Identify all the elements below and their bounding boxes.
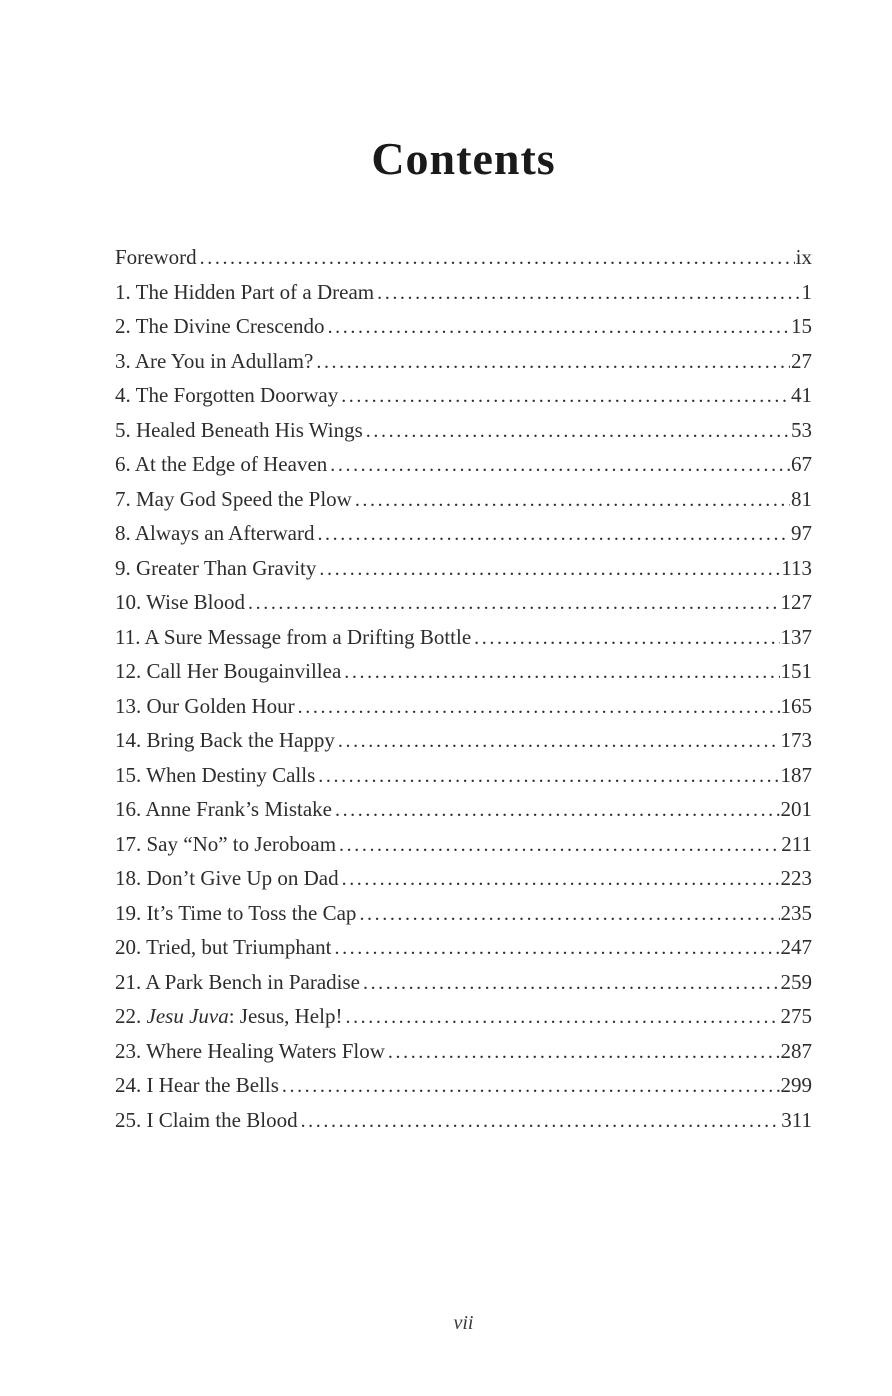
toc-entry xyxy=(115,901,812,936)
leader-dots xyxy=(344,659,779,684)
toc-entry xyxy=(115,659,812,694)
toc-entry-page-number: 201 xyxy=(780,797,812,821)
leader-dots xyxy=(363,970,780,995)
toc-entry-page-number: 173 xyxy=(780,728,812,752)
toc-entry-page-number: 247 xyxy=(780,935,812,959)
toc-entry-page-number: ix xyxy=(795,245,812,269)
toc-entry xyxy=(115,521,812,556)
toc-entry xyxy=(115,728,812,763)
toc-entry-page-number: 97 xyxy=(791,521,812,545)
leader-dots xyxy=(342,866,780,891)
toc-entry-label: 6. At the Edge of Heaven xyxy=(115,452,328,476)
toc-entry-label: 17. Say “No” to Jeroboam xyxy=(115,831,337,856)
toc-entry-page-number: 275 xyxy=(780,1004,812,1028)
toc-entry-label: 5. Healed Beneath His Wings xyxy=(115,417,363,442)
toc-entry-label: 19. It’s Time to Toss the Cap xyxy=(115,900,357,925)
toc-list xyxy=(115,245,812,1142)
leader-dots xyxy=(301,1108,781,1133)
toc-entry-page-number: 211 xyxy=(781,831,812,856)
toc-entry-label: 23. Where Healing Waters Flow xyxy=(115,1038,385,1063)
toc-entry-label: 1. The Hidden Part of a Dream xyxy=(115,279,375,304)
leader-dots xyxy=(359,901,779,926)
leader-dots xyxy=(355,487,790,512)
leader-dots xyxy=(377,280,800,305)
toc-entry-page-number: 81 xyxy=(791,486,812,511)
toc-entry xyxy=(115,1108,812,1143)
toc-entry-label: 16. Anne Frank’s Mistake xyxy=(115,797,332,821)
toc-entry-label: 15. When Destiny Calls xyxy=(115,762,316,787)
toc-entry xyxy=(115,280,812,315)
toc-entry-label: 11. A Sure Message from a Drifting Bottle xyxy=(115,624,472,649)
page-title: Contents xyxy=(371,133,556,184)
leader-dots xyxy=(200,245,795,270)
leader-dots xyxy=(282,1073,780,1098)
leader-dots xyxy=(366,418,790,443)
toc-entry xyxy=(115,349,812,384)
toc-entry-label: 8. Always an Afterward xyxy=(115,521,315,545)
toc-entry xyxy=(115,1073,812,1108)
toc-entry-label: Foreword xyxy=(115,245,197,269)
leader-dots xyxy=(388,1039,780,1064)
page-content xyxy=(115,0,812,1142)
leader-dots xyxy=(319,556,780,581)
leader-dots xyxy=(316,349,790,374)
toc-entry xyxy=(115,590,812,625)
leader-dots xyxy=(317,521,790,546)
toc-entry xyxy=(115,866,812,901)
toc-entry-label: 4. The Forgotten Doorway xyxy=(115,383,339,407)
toc-entry-page-number: 151 xyxy=(780,659,812,683)
toc-entry xyxy=(115,452,812,487)
toc-entry-page-number: 67 xyxy=(791,452,812,476)
leader-dots xyxy=(335,797,780,822)
toc-entry-page-number: 235 xyxy=(780,900,812,925)
toc-entry-label: 10. Wise Blood xyxy=(115,590,246,614)
toc-entry-label: 25. I Claim the Blood xyxy=(115,1107,298,1132)
toc-entry-label: 14. Bring Back the Happy xyxy=(115,728,335,752)
leader-dots xyxy=(345,1004,779,1029)
toc-entry-page-number: 15 xyxy=(791,314,812,338)
toc-entry-page-number: 187 xyxy=(780,762,812,787)
toc-entry-page-number: 287 xyxy=(780,1038,812,1063)
toc-entry-label: 22. Jesu Juva: Jesus, Help! xyxy=(115,1004,343,1028)
toc-entry-label: 13. Our Golden Hour xyxy=(115,693,295,718)
toc-entry-page-number: 259 xyxy=(780,969,812,994)
toc-entry xyxy=(115,245,812,280)
toc-entry xyxy=(115,694,812,729)
toc-entry xyxy=(115,418,812,453)
toc-entry-label: 9. Greater Than Gravity xyxy=(115,555,317,580)
leader-dots xyxy=(341,383,790,408)
toc-entry-page-number: 165 xyxy=(780,693,812,718)
toc-entry xyxy=(115,383,812,418)
toc-entry-page-number: 1 xyxy=(801,279,812,304)
toc-entry-page-number: 223 xyxy=(780,866,812,890)
toc-entry xyxy=(115,1004,812,1039)
toc-entry-page-number: 27 xyxy=(791,348,812,373)
toc-entry-label: 7. May God Speed the Plow xyxy=(115,486,352,511)
toc-entry-page-number: 113 xyxy=(781,555,812,580)
leader-dots xyxy=(338,728,780,753)
toc-entry-page-number: 299 xyxy=(780,1073,812,1097)
toc-entry xyxy=(115,1039,812,1074)
leader-dots xyxy=(330,452,790,477)
toc-entry xyxy=(115,625,812,660)
toc-entry xyxy=(115,935,812,970)
toc-entry-label: 2. The Divine Crescendo xyxy=(115,314,325,338)
leader-dots xyxy=(318,763,779,788)
leader-dots xyxy=(328,314,790,339)
toc-entry-page-number: 41 xyxy=(791,383,812,407)
toc-entry xyxy=(115,763,812,798)
toc-entry-label: 24. I Hear the Bells xyxy=(115,1073,279,1097)
toc-entry-label: 20. Tried, but Triumphant xyxy=(115,935,332,959)
toc-entry-page-number: 127 xyxy=(780,590,812,614)
toc-entry-label: 18. Don’t Give Up on Dad xyxy=(115,866,339,890)
folio-page-number: vii xyxy=(453,1312,474,1334)
leader-dots xyxy=(339,832,780,857)
leader-dots xyxy=(298,694,780,719)
toc-entry-italic-part: Jesu Juva xyxy=(146,1004,229,1028)
toc-entry-page-number: 53 xyxy=(791,417,812,442)
toc-entry xyxy=(115,556,812,591)
toc-entry xyxy=(115,970,812,1005)
toc-entry xyxy=(115,487,812,522)
toc-entry-label: 3. Are You in Adullam? xyxy=(115,348,314,373)
toc-entry-label: 21. A Park Bench in Paradise xyxy=(115,969,360,994)
toc-entry-page-number: 137 xyxy=(780,624,812,649)
toc-entry xyxy=(115,314,812,349)
leader-dots xyxy=(248,590,779,615)
toc-entry-page-number: 311 xyxy=(781,1107,812,1132)
toc-entry xyxy=(115,832,812,867)
toc-entry xyxy=(115,797,812,832)
leader-dots xyxy=(334,935,779,960)
toc-entry-label: 12. Call Her Bougainvillea xyxy=(115,659,342,683)
leader-dots xyxy=(474,625,779,650)
